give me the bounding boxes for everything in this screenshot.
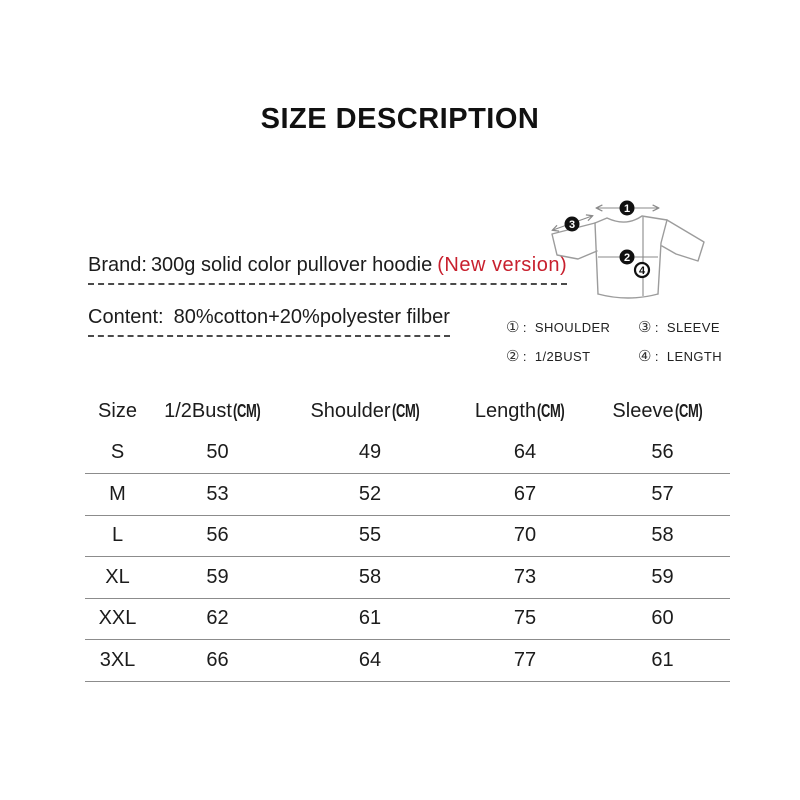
legend-item-length: ④ : LENGTH xyxy=(638,348,723,365)
circled-3-icon: ③ xyxy=(638,319,652,336)
table-row xyxy=(85,598,730,640)
size-table xyxy=(85,390,730,682)
value-cell: 52 xyxy=(285,474,455,516)
hoodie-sketch xyxy=(530,180,730,320)
legend-item-shoulder: ① : SHOULDER xyxy=(506,319,611,336)
value-cell: 61 xyxy=(285,598,455,640)
header-length-unit: (CM) xyxy=(537,400,565,421)
brand-label: Brand: xyxy=(88,254,147,276)
header-size: Size xyxy=(98,399,137,422)
size-cell: 3XL xyxy=(85,640,150,682)
value-cell: 73 xyxy=(455,557,595,599)
size-cell: M xyxy=(85,474,150,516)
value-cell: 77 xyxy=(455,640,595,682)
circled-4-icon: ④ xyxy=(638,348,652,365)
value-cell: 64 xyxy=(285,640,455,682)
value-cell: 58 xyxy=(285,557,455,599)
content-line xyxy=(88,306,450,337)
brand-line xyxy=(88,254,567,285)
value-cell: 57 xyxy=(595,474,730,516)
legend-label: SHOULDER xyxy=(534,320,611,335)
value-cell: 56 xyxy=(595,432,730,474)
value-cell: 70 xyxy=(455,515,595,557)
header-shoulder: Shoulder(CM) xyxy=(310,399,419,422)
table-row xyxy=(85,557,730,599)
size-cell: S xyxy=(85,432,150,474)
badge-2-number: 2 xyxy=(623,252,631,264)
table-row xyxy=(85,474,730,516)
value-cell: 56 xyxy=(150,515,285,557)
value-cell: 49 xyxy=(285,432,455,474)
size-cell: L xyxy=(85,515,150,557)
legend-label: LENGTH xyxy=(666,349,723,364)
header-row xyxy=(85,390,730,432)
legend-item-bust: ② : 1/2BUST xyxy=(506,348,591,365)
badge-3-number: 3 xyxy=(568,219,576,231)
header-sleeve-unit: (CM) xyxy=(674,400,702,421)
value-cell: 62 xyxy=(150,598,285,640)
page-title: SIZE DESCRIPTION xyxy=(260,103,540,135)
size-table-body xyxy=(85,432,730,681)
content-text: 80%cotton+20%polyester filber xyxy=(173,306,450,328)
value-cell: 75 xyxy=(455,598,595,640)
value-cell: 59 xyxy=(595,557,730,599)
circled-2-icon: ② xyxy=(506,348,520,365)
header-length: Length(CM) xyxy=(474,399,565,422)
table-row xyxy=(85,640,730,682)
legend-item-sleeve: ③ : SLEEVE xyxy=(638,319,720,336)
value-cell: 58 xyxy=(595,515,730,557)
measurement-legend xyxy=(506,318,722,365)
value-cell: 67 xyxy=(455,474,595,516)
badge-4-number: 4 xyxy=(638,265,646,277)
size-cell: XL xyxy=(85,557,150,599)
legend-label: 1/2BUST xyxy=(534,349,591,364)
circled-1-icon: ① xyxy=(506,319,520,336)
value-cell: 53 xyxy=(150,474,285,516)
table-row xyxy=(85,515,730,557)
value-cell: 50 xyxy=(150,432,285,474)
header-shoulder-unit: (CM) xyxy=(391,400,419,421)
value-cell: 59 xyxy=(150,557,285,599)
value-cell: 66 xyxy=(150,640,285,682)
value-cell: 61 xyxy=(595,640,730,682)
measure-badges xyxy=(565,201,650,278)
header-bust: 1/2Bust(CM) xyxy=(164,399,261,422)
content-label: Content: xyxy=(88,306,164,328)
size-table-header xyxy=(85,390,730,432)
header-bust-unit: (CM) xyxy=(232,400,261,421)
header-sleeve: Sleeve(CM) xyxy=(612,399,702,422)
table-row xyxy=(85,432,730,474)
value-cell: 55 xyxy=(285,515,455,557)
value-cell: 60 xyxy=(595,598,730,640)
badge-1-number: 1 xyxy=(623,203,631,215)
size-cell: XXL xyxy=(85,598,150,640)
value-cell: 64 xyxy=(455,432,595,474)
hoodie-measurement-diagram xyxy=(530,180,730,320)
brand-text: 300g solid color pullover hoodie xyxy=(150,254,433,276)
legend-label: SLEEVE xyxy=(666,320,720,335)
brand-highlight: (New version) xyxy=(437,254,568,276)
